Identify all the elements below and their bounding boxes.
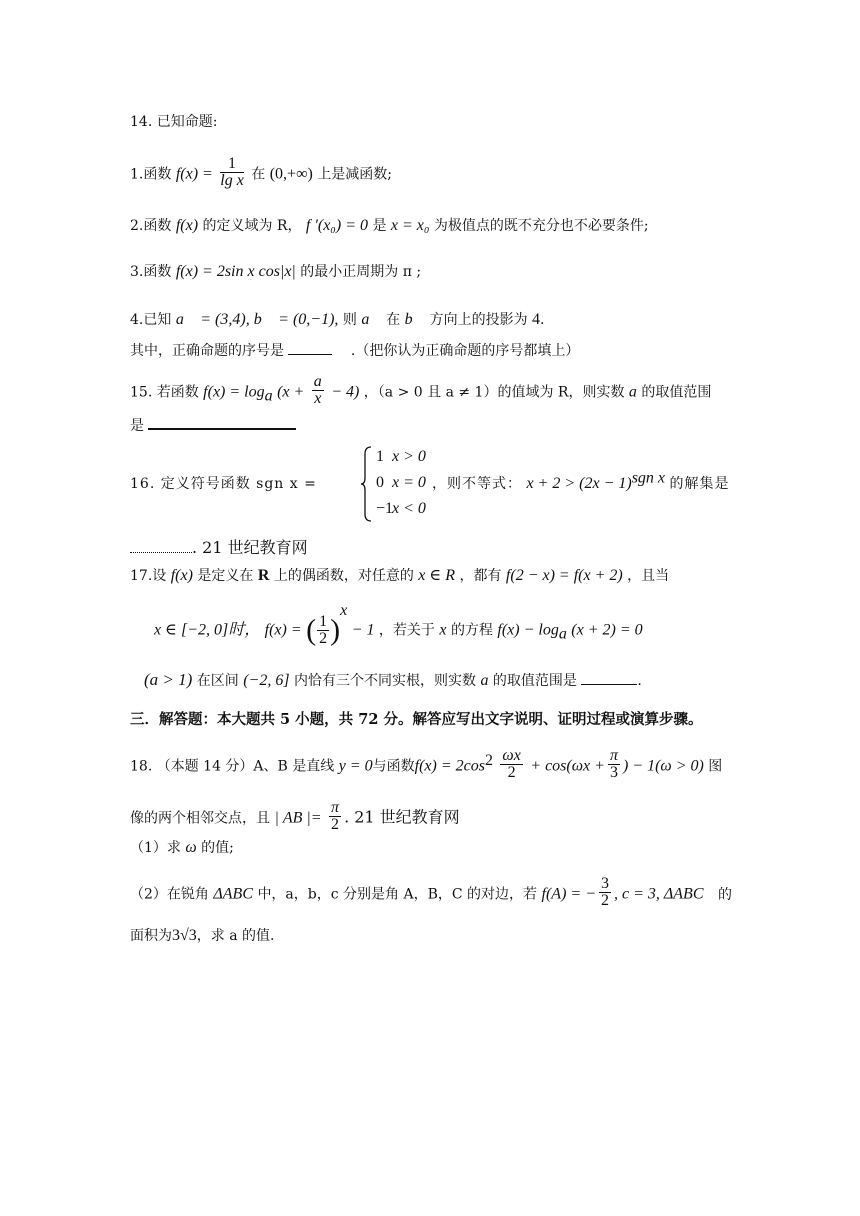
text: 其中，正确命题的序号是	[130, 343, 284, 359]
math: , c = 3, ΔABC	[613, 885, 704, 903]
case-1-cond: x > 0	[392, 448, 426, 465]
q18-part2	[130, 875, 732, 911]
text: 2.函数	[130, 218, 172, 234]
text: 上是减函数;	[317, 166, 392, 183]
math: (x + 2) = 0	[571, 621, 643, 639]
text: 的取值范围是	[492, 673, 577, 689]
math: f(x) = log	[203, 383, 265, 401]
denominator: x	[314, 390, 322, 407]
answer-blank	[130, 538, 192, 553]
math: a	[628, 383, 637, 401]
q17-line1	[130, 566, 669, 586]
math: x = x₀	[390, 217, 430, 234]
math: 3√3	[172, 927, 197, 944]
q15-line1	[130, 373, 712, 409]
math: f(x) = 2sin x cos|x|	[175, 263, 296, 280]
math: f(x) =	[175, 165, 213, 183]
math: ΔABC	[213, 885, 253, 903]
text: 图	[708, 758, 723, 775]
case-1-value: 1	[376, 448, 384, 465]
fraction	[329, 800, 341, 833]
fraction	[500, 748, 522, 781]
text: 的方程	[450, 622, 493, 639]
denominator: 2	[331, 816, 340, 833]
numerator: a	[313, 373, 322, 390]
denominator: 2	[319, 630, 328, 647]
fraction	[599, 876, 611, 909]
math: ) − 1(ω > 0)	[622, 757, 704, 775]
text: 18. （本题 14 分）A、B 是直线	[130, 758, 335, 775]
q15-line2	[130, 414, 296, 436]
text: .	[637, 673, 642, 689]
math: a	[480, 672, 489, 689]
math: 4	[532, 311, 541, 328]
text: 的	[717, 886, 732, 903]
case-3-cond: x < 0	[392, 500, 426, 517]
denominator: lg x	[220, 172, 244, 189]
math: a⃗ = (3,4), b⃗ = (0,−1),	[175, 311, 339, 328]
text: 17.设	[130, 568, 167, 584]
math: x	[439, 621, 447, 639]
text: 16. 定义符号函数 sgn x =	[130, 476, 317, 492]
answer-blank	[581, 670, 637, 685]
text: 是定义在	[197, 568, 254, 584]
text: 在	[251, 166, 266, 183]
text: ，都有	[459, 568, 502, 584]
text: 则	[342, 312, 357, 328]
denominator: 2	[507, 764, 516, 781]
text: 是	[372, 218, 387, 234]
answer-blank	[148, 414, 296, 430]
math: x ∈ [−2, 0]时，	[154, 621, 261, 639]
text: 3.函数	[130, 264, 172, 280]
math: f(x)	[175, 217, 199, 234]
fraction	[220, 156, 244, 189]
q17-line3	[144, 670, 642, 691]
math: 2	[484, 751, 493, 769]
math: (x +	[277, 383, 305, 401]
text: 为极值点的既不充分也不必要条件;	[433, 218, 649, 234]
math: ω	[185, 839, 197, 856]
brace-icon	[360, 446, 372, 522]
math: (a > 1)	[144, 670, 193, 689]
text: 的解集是	[669, 476, 730, 492]
numerator: π	[609, 747, 618, 764]
paren-close: )	[330, 613, 341, 647]
math: + cos(ωx +	[530, 757, 605, 775]
text: 1.函数	[130, 166, 172, 183]
q14-title: 14. 已知命题:	[130, 114, 218, 130]
math: f(A) = −	[541, 885, 596, 903]
section-3-heading: 三．解答题：本大题共 5 小题，共 72 分。解答应写出文字说明、证明过程或演算步骤。	[130, 711, 703, 728]
math: f(x) = 2cos	[414, 757, 485, 775]
text: ，若关于	[378, 622, 435, 639]
numerator: π	[331, 799, 340, 816]
math: f(2 − x) = f(x + 2)	[505, 567, 623, 584]
text: 15. 若函数	[130, 384, 199, 401]
text: 中，a，b，c 分别是角 A，B，C 的对边，若	[257, 886, 538, 903]
text: .	[540, 312, 545, 328]
fraction	[317, 614, 329, 647]
q17-line2	[154, 601, 643, 647]
fraction	[608, 748, 620, 781]
text: （1）求	[130, 840, 181, 856]
text: 上的偶函数，对任意的	[273, 568, 414, 584]
math: b⃗	[404, 311, 426, 328]
math: sgn x	[631, 469, 666, 487]
text: .（把你认为正确命题的序号都填上）	[350, 343, 580, 359]
math: (−2, 6]	[243, 672, 290, 689]
paren-open: (	[306, 613, 317, 647]
math: | AB |=	[274, 809, 322, 827]
q14-p2	[130, 216, 649, 236]
math: x ∈ R	[418, 567, 456, 584]
text: 内恰有三个不同实根，则实数	[294, 673, 477, 689]
q18-line1	[130, 747, 723, 783]
q14-p4	[130, 310, 544, 330]
q18-line2	[130, 799, 460, 835]
numerator: 3	[600, 875, 609, 892]
text: 的取值范围	[641, 384, 712, 401]
case-3-value: −1	[376, 500, 394, 517]
q18-part1	[130, 838, 234, 858]
text: ，则不等式：	[432, 476, 522, 492]
q14-p3	[130, 262, 421, 282]
math: y = 0	[338, 757, 373, 775]
text: （2）在锐角	[130, 886, 209, 903]
math: a	[264, 387, 273, 405]
q14-p1	[130, 155, 392, 191]
answer-blank	[288, 340, 332, 355]
math: x + 2 > (2x − 1)	[526, 475, 632, 492]
text: 的定义域为 R，	[202, 218, 302, 234]
q16-line1-tail	[432, 469, 730, 494]
q18-part3	[130, 926, 274, 946]
denominator: 3	[609, 764, 618, 781]
numerator: ωx	[502, 747, 521, 764]
math: R	[257, 567, 270, 584]
text: 的值;	[201, 840, 234, 856]
math: a⃗	[361, 311, 382, 328]
math: − 1	[351, 621, 375, 639]
q16-line2	[130, 538, 308, 558]
math: f(x) − log	[497, 621, 559, 639]
text: 方向上的投影为	[429, 312, 528, 328]
fraction	[312, 374, 324, 407]
case-2-value: 0	[376, 474, 384, 491]
text: ，且当	[627, 568, 670, 584]
q16-line1	[130, 474, 317, 494]
numerator: 1	[319, 613, 328, 630]
denominator: 2	[600, 892, 609, 909]
text: 面积为	[130, 928, 172, 944]
math: x	[340, 601, 348, 619]
text: ，（a > 0 且 a ≠ 1）的值域为 R，则实数	[363, 384, 625, 401]
math: a	[558, 625, 567, 643]
math: f(x) =	[264, 621, 302, 639]
text: 4.已知	[130, 312, 172, 328]
text: 是	[130, 418, 144, 434]
text: 在区间	[196, 673, 239, 689]
text: ，求 a 的值.	[196, 928, 275, 944]
numerator: 1	[220, 156, 244, 173]
math: − 4)	[331, 383, 360, 401]
text: 像的两个相邻交点，且	[130, 810, 270, 827]
q14-ask	[130, 340, 579, 361]
text: 与函数	[372, 758, 415, 775]
math: f ′(x₀) = 0	[305, 217, 368, 234]
text: 在	[386, 312, 401, 328]
text: . 21 世纪教育网	[192, 538, 308, 557]
math: (0,+∞)	[269, 165, 313, 183]
text: . 21 世纪教育网	[344, 807, 460, 827]
text: 的最小正周期为 π ;	[300, 264, 422, 280]
math: f(x)	[170, 567, 193, 584]
case-2-cond: x = 0	[392, 474, 426, 491]
